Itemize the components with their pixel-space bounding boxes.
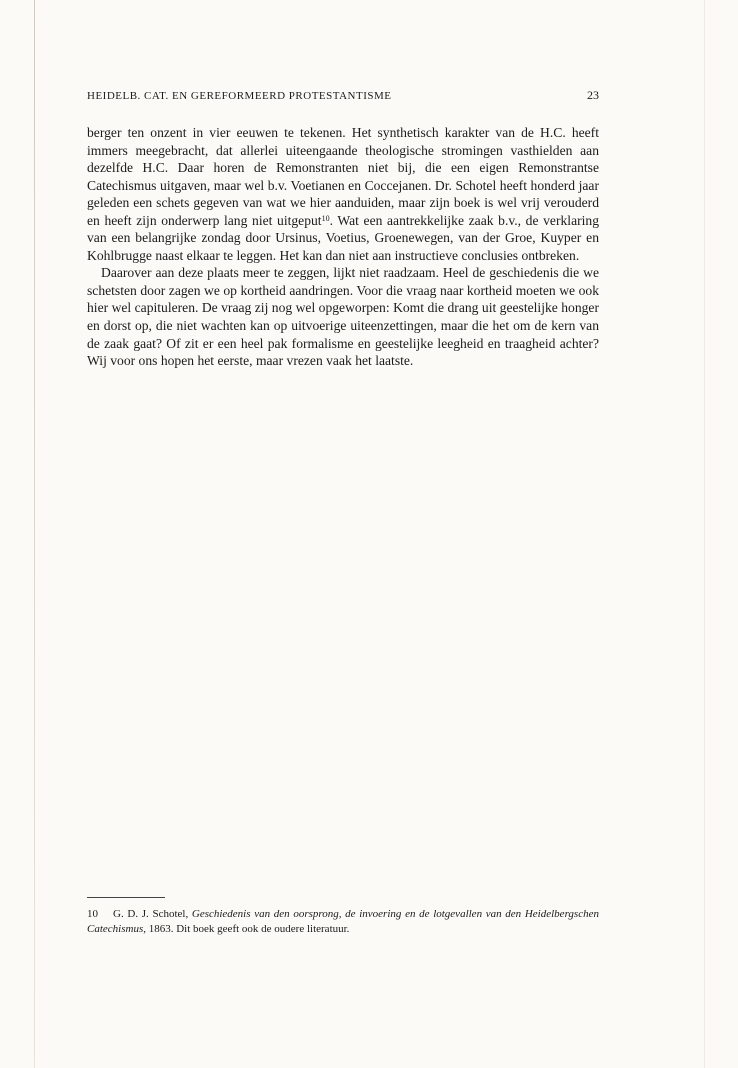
running-title: HEIDELB. CAT. EN GEREFORMEERD PROTESTANTISME [87,90,392,102]
footnote-rest: , 1863. Dit boek geeft ook de oudere literatuur. [143,922,350,935]
footnote [87,907,599,936]
running-head [87,88,599,104]
scan-edge-left [34,0,35,1068]
scan-edge-right [704,0,705,1068]
page-number: 23 [587,88,599,102]
footnote-number: 10 [87,908,98,920]
paragraph-2: Daarover aan deze plaats meer te zeggen, lijkt niet raadzaam. Heel de geschiedenis die we schetsten door zagen we op kortheid aandringen. Voor die vraag naar kortheid moeten we ook hier wel capituleren. De vraag zij nog wel opgeworpen: Komt die drang uit geestelijke honger en dorst op, die niet wachten kan op uitvoerige uiteenzettingen, maar die het om de kern van de zaak gaat? Of zit er een heel pak formalisme en geestelijke leegheid en traagheid achter? Wij voor ons hopen het eerste, maar vrezen vaak het laatste. [87,265,599,369]
footnote-rule [87,897,165,898]
paragraph-1 [87,124,599,264]
footnote-reference[interactable]: 10 [321,213,330,223]
paragraph-1-part-b: . Wat een aantrekkelijke zaak b.v., de verklaring van een belangrijke zondag door Ursinus, Voetius, Groenewegen, van der Groe, Kuyper en Kohlbrugge naast elkaar te leggen. Het kan dan niet aan instructieve conclusies ontbreken. [87,212,600,263]
paragraph-1-part-a: berger ten onzent in vier eeuwen te tekenen. Het synthetisch karakter van de H.C. heeft immers meegebracht, dat allerlei uiteengaande theologische stromingen vasthielden aan dezelfde H.C. Daar horen de Remonstranten niet bij, die een eigen Remonstrantse Catechismus uitgaven, maar wel b.v. Voetianen en Coccejanen. Dr. Schotel heeft honderd jaar geleden een schets gegeven van wat we hier aanduiden, maar zijn boek is wel vrij verouderd en heeft zijn onderwerp lang niet uitgeput [87,125,599,228]
footnote-author: G. D. J. Schotel, [113,908,192,920]
footnote-title: Geschiedenis van den oorsprong, de invoering en de lotgevallen van den Heidelbergschen Catechismus [87,908,599,935]
body-text [87,124,599,370]
page-content [87,88,599,370]
